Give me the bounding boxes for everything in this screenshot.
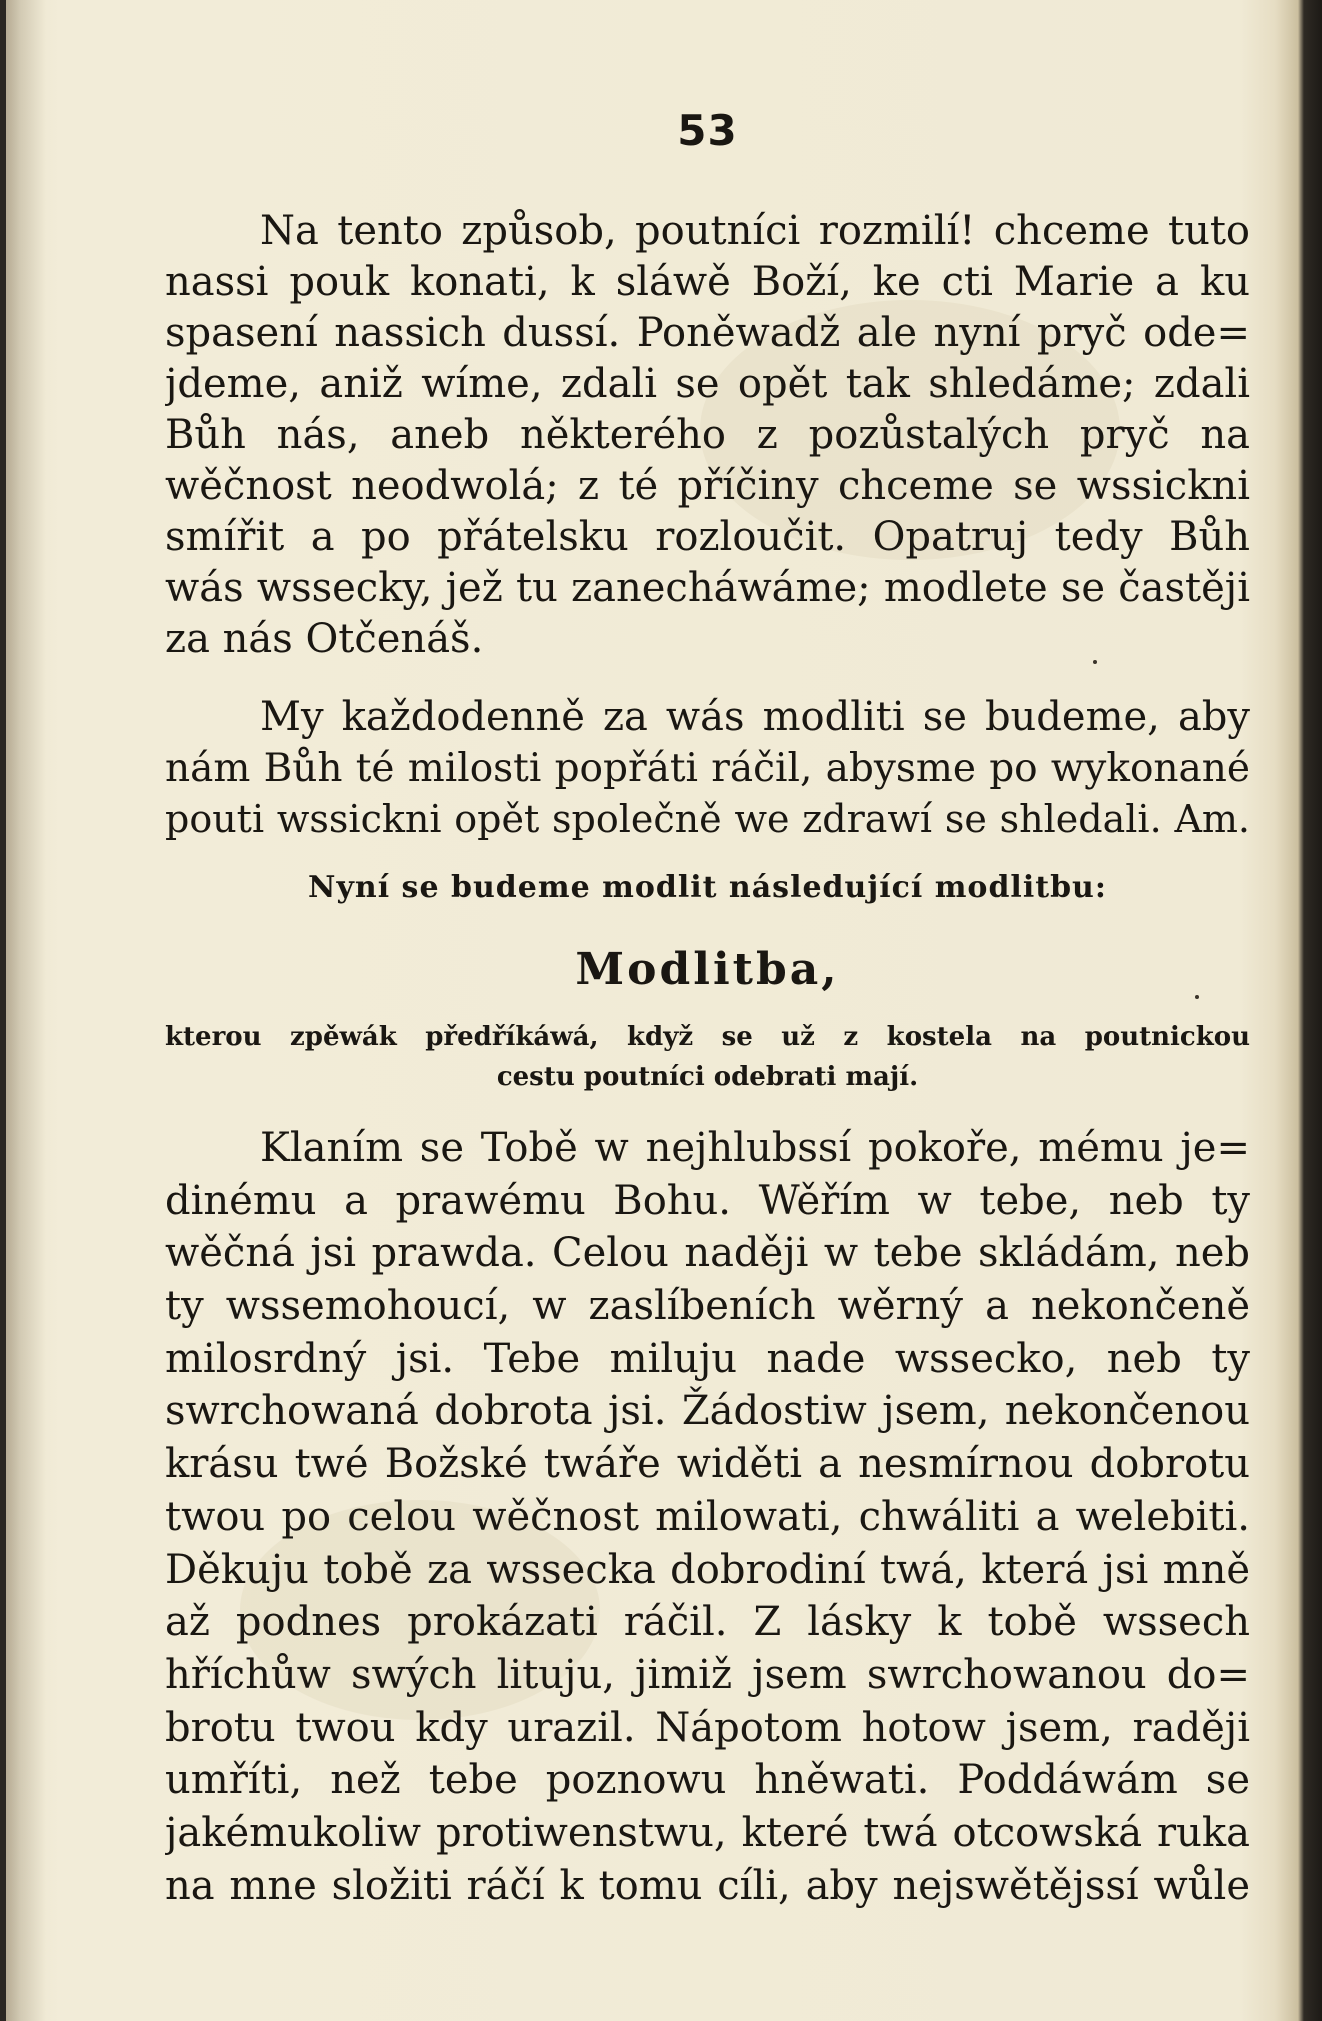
page-text-block	[165, 0, 1250, 2021]
text-line: nassi pouk konati, k sláwě Boží, ke cti Marie a ku	[165, 259, 1250, 305]
prayer-title: Modlitba,	[575, 944, 840, 995]
text-line: brotu twou kdy urazil. Nápotom hotow jsem, raději	[165, 1704, 1250, 1751]
text-line: za nás Otčenáš.	[165, 616, 484, 662]
text-line: až podnes prokázati ráčil. Z lásky k tobě wssech	[165, 1599, 1250, 1646]
text-line: jdeme, aniž wíme, zdali se opět tak shledáme; zdali	[165, 361, 1250, 407]
text-line: Na tento způsob, poutníci rozmilí! chceme tuto	[260, 208, 1250, 254]
paragraph-3	[165, 1122, 1250, 1912]
prayer-subtitle	[165, 1017, 1250, 1097]
paragraph-2	[165, 692, 1250, 845]
text-line: ty wssemohoucí, w zaslíbeních wěrný a nekončeně	[165, 1283, 1250, 1330]
text-line: na mne složiti ráčí k tomu cíli, aby nejswětějssí wůle	[165, 1862, 1250, 1909]
text-line: krásu twé Božské twáře widěti a nesmírnou dobrotu	[165, 1441, 1250, 1488]
page-number: 53	[677, 106, 738, 155]
text-line: spasení nassich dussí. Poněwadž ale nyní pryč ode=	[165, 310, 1250, 356]
text-line: wěčnost neodwolá; z té příčiny chceme se wssickni	[165, 463, 1250, 509]
text-line: smířit a po přátelsku rozloučit. Opatruj tedy Bůh	[165, 514, 1250, 560]
text-line: milosrdný jsi. Tebe miluju nade wssecko, neb ty	[165, 1335, 1250, 1382]
text-line: swrchowaná dobrota jsi. Žádostiw jsem, nekončenou	[165, 1388, 1250, 1435]
text-line: umříti, než tebe poznowu hněwati. Poddáwám se	[165, 1757, 1250, 1804]
text-line: hříchůw swých lituju, jimiž jsem swrchowanou do=	[165, 1651, 1250, 1698]
text-line: Děkuju tobě za wssecka dobrodiní twá, která jsi mně	[165, 1546, 1250, 1593]
text-line: Bůh nás, aneb některého z pozůstalých pryč na	[165, 412, 1250, 458]
text-line: twou po celou wěčnost milowati, chwáliti a welebiti.	[165, 1493, 1250, 1540]
subtitle-line: kterou zpěwák předříkáwá, když se už z kostela na poutnickou	[165, 1022, 1250, 1052]
text-line: jakémukoliw protiwenstwu, které twá otcowská ruka	[165, 1809, 1250, 1856]
text-line: nám Bůh té milosti popřáti ráčil, abysme po wykonané	[165, 746, 1250, 791]
speck	[1195, 995, 1199, 999]
intro-line: Nyní se budeme modlit následující modlitbu:	[308, 870, 1107, 905]
paragraph-1	[165, 206, 1250, 665]
binding-gutter-shadow	[6, 0, 46, 2021]
speck	[1093, 660, 1097, 664]
text-line: pouti wssickni opět společně we zdrawí se shledali. Am.	[165, 797, 1250, 841]
text-line: wěčná jsi prawda. Celou naději w tebe skládám, neb	[165, 1230, 1250, 1277]
text-line: dinému a prawému Bohu. Wěřím w tebe, neb ty	[165, 1177, 1250, 1224]
subtitle-line: cestu poutníci odebrati mají.	[496, 1062, 919, 1092]
text-line: Klaním se Tobě w nejhlubssí pokoře, mému je=	[260, 1125, 1250, 1171]
text-line: My každodenně za wás modliti se budeme, aby	[260, 694, 1250, 740]
text-line: wás wssecky, jež tu zanecháwáme; modlete se častěji	[165, 565, 1250, 611]
